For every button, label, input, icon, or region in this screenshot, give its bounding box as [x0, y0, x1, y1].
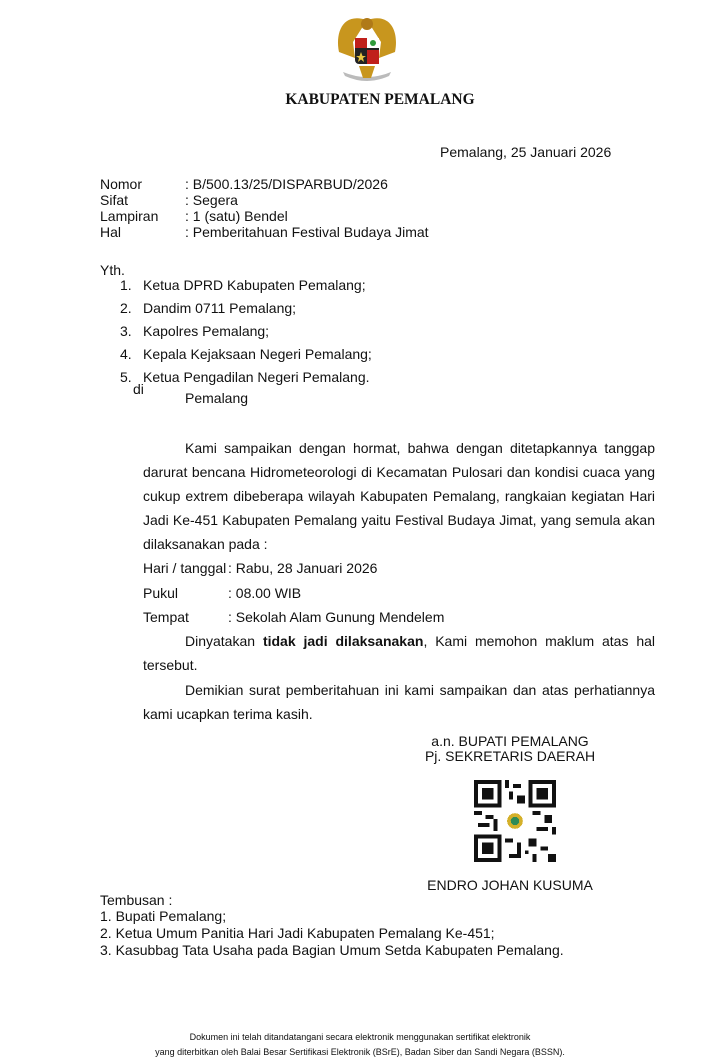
qr-code-icon [474, 780, 556, 862]
body-paragraph-line: darurat bencana Hidrometeorologi di Kecamatan Pulosari dan kondisi cuaca yang [143, 464, 655, 480]
recipient-text: Kepala Kejaksaan Negeri Pemalang; [143, 346, 372, 362]
recipient-text: Ketua DPRD Kabupaten Pemalang; [143, 277, 366, 293]
letter-date: Pemalang, 25 Januari 2026 [440, 144, 612, 160]
meta-value-sifat: : Segera [185, 192, 238, 208]
body-paragraph-line: tersebut. [143, 657, 198, 673]
recipient-num: 1. [120, 277, 132, 293]
recipient-place: Pemalang [185, 390, 249, 406]
body-paragraph-line: dilaksanakan pada : [143, 536, 268, 552]
cc-item: 1. Bupati Pemalang; [100, 908, 227, 924]
recipient-text: Dandim 0711 Pemalang; [143, 300, 297, 316]
para2-bold: tidak jadi dilaksanakan [262, 633, 424, 649]
signature-line-2: Pj. SEKRETARIS DAERAH [424, 748, 596, 764]
para2-pre: Dinyatakan [185, 633, 256, 649]
salutation: Yth. [100, 262, 125, 278]
meta-label-nomor: Nomor [100, 176, 143, 192]
body-paragraph-line: Demikian surat pemberitahuan ini kami sampaikan dan atas perhatiannya [185, 682, 655, 698]
meta-label-lampiran: Lampiran [100, 208, 159, 224]
meta-value-lampiran: : 1 (satu) Bendel [185, 208, 288, 224]
recipient-text: Ketua Pengadilan Negeri Pemalang. [143, 369, 370, 385]
recipient-num: 3. [120, 323, 132, 339]
cc-item: 3. Kasubbag Tata Usaha pada Bagian Umum Setda Kabupaten Pemalang. [100, 942, 564, 958]
detail-label-date: Hari / tanggal [143, 560, 227, 576]
detail-label-place: Tempat [143, 609, 189, 625]
garuda-emblem-icon [333, 12, 401, 86]
meta-label-hal: Hal [100, 224, 122, 240]
recipient-num: 2. [120, 300, 132, 316]
para2-post: , Kami memohon maklum atas hal [423, 633, 656, 649]
body-paragraph-line: kami ucapkan terima kasih. [143, 706, 313, 722]
cc-title: Tembusan : [100, 892, 173, 908]
body-paragraph-line: Kami sampaikan dengan hormat, bahwa dengan ditetapkannya tanggap [185, 440, 655, 456]
recipient-num: 5. [120, 369, 132, 385]
signature-line-1: a.n. BUPATI PEMALANG [431, 733, 589, 749]
body-paragraph-line: cukup extrem dibeberapa wilayah Kabupaten Pemalang, rangkaian kegiatan Hari [143, 488, 655, 504]
meta-value-nomor: : B/500.13/25/DISPARBUD/2026 [185, 176, 388, 192]
footer-note-1: Dokumen ini telah ditandatangani secara elektronik menggunakan sertifikat elektronik [189, 1032, 531, 1042]
body-paragraph-line: Jadi Ke-451 Kabupaten Pemalang yaitu Festival Budaya Jimat, yang semula akan [143, 512, 655, 528]
body-paragraph-2 [185, 633, 655, 649]
detail-value-date: : Rabu, 28 Januari 2026 [228, 560, 378, 576]
signatory-name: ENDRO JOHAN KUSUMA [427, 877, 593, 893]
recipient-num: 4. [120, 346, 132, 362]
cc-item: 2. Ketua Umum Panitia Hari Jadi Kabupaten Pemalang Ke-451; [100, 925, 495, 941]
detail-value-place: : Sekolah Alam Gunung Mendelem [228, 609, 445, 625]
detail-value-time: : 08.00 WIB [228, 585, 302, 601]
meta-value-hal: : Pemberitahuan Festival Budaya Jimat [185, 224, 429, 240]
footer-note-2: yang diterbitkan oleh Balai Besar Sertifikasi Elektronik (BSrE), Badan Siber dan Sandi Negara (BSSN). [155, 1047, 565, 1057]
regency-title: KABUPATEN PEMALANG [285, 91, 475, 108]
recipient-text: Kapolres Pemalang; [143, 323, 270, 339]
meta-label-sifat: Sifat [100, 192, 129, 208]
detail-label-time: Pukul [143, 585, 179, 601]
recipient-di: di [133, 381, 144, 397]
